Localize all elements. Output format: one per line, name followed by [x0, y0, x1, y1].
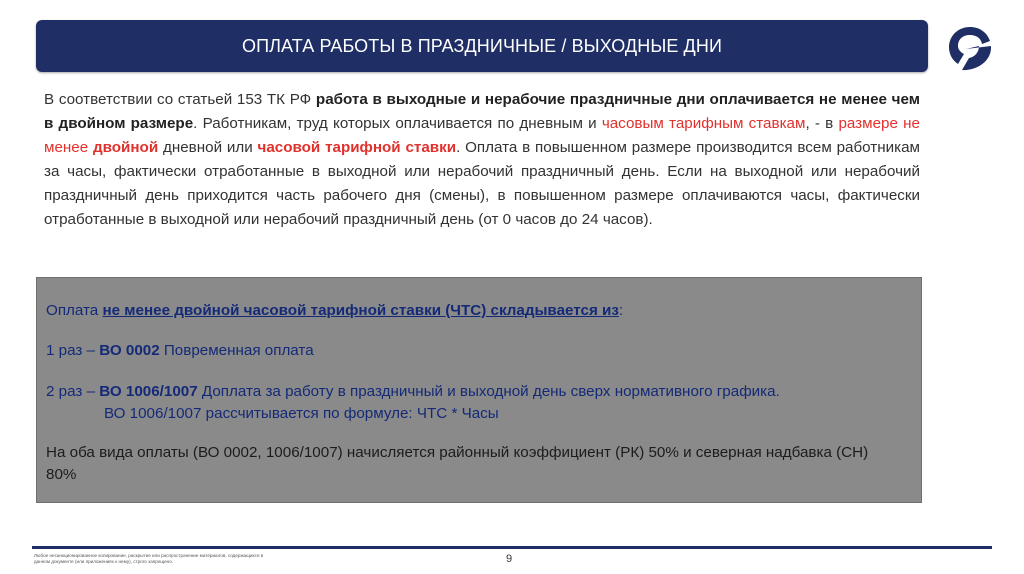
panel-text: 1 раз – — [46, 342, 100, 359]
paragraph-highlight-bold-text: часовой тарифной ставки — [257, 139, 457, 156]
panel-underlined-text: не менее двойной часовой тарифной ставки (ЧТС) складывается из — [102, 302, 619, 319]
payment-code: ВО 1006/1007 — [99, 383, 198, 400]
payment-code: ВО 0002 — [99, 342, 160, 359]
slide-header-bar — [36, 20, 928, 72]
footer-disclaimer: Любое несанкционированное копирование, раскрытие или распространение материалов, содержащихся в данном документе (или приложениях к нему), строго запрещено. — [34, 553, 264, 564]
paragraph-highlight-bold-text: двойной — [92, 139, 159, 156]
panel-text: Доплата за работу в праздничный и выходной день сверх нормативного графика. — [197, 383, 780, 400]
slide-title: ОПЛАТА РАБОТЫ В ПРАЗДНИЧНЫЕ / ВЫХОДНЫЕ ДНИ — [241, 35, 722, 56]
paragraph-text: В соответствии со статьей 153 ТК РФ — [44, 91, 316, 108]
page-number: 9 — [506, 553, 513, 565]
panel-text: 2 раз – — [46, 383, 100, 400]
paragraph-bold-text: работа в выходные и нерабочие праздничные дни оплачивается не менее чем в двойном размере — [44, 91, 920, 132]
panel-line-2 — [46, 381, 780, 403]
panel-line-1 — [46, 340, 314, 362]
main-paragraph — [44, 88, 920, 232]
paragraph-highlight-text: размере не менее — [44, 115, 920, 156]
panel-text: : — [618, 302, 624, 319]
paragraph-text: , - в — [805, 115, 839, 132]
paragraph-text: . Работникам, труд которых оплачивается по дневным и — [193, 115, 602, 132]
company-logo-icon — [946, 24, 994, 72]
panel-line-4: На оба вида оплаты (ВО 0002, 1006/1007) начисляется районный коэффициент (РК) 50% и северная надбавка (СН) 80% — [46, 444, 869, 483]
payment-breakdown-panel — [36, 277, 922, 503]
panel-line-3: ВО 1006/1007 рассчитывается по формуле: ЧТС * Часы — [104, 405, 499, 422]
paragraph-highlight-text: часовым тарифным ставкам — [601, 115, 806, 132]
panel-intro — [46, 300, 623, 322]
panel-text: Повременная оплата — [159, 342, 314, 359]
panel-text: Оплата — [46, 302, 103, 319]
paragraph-text: дневной или — [158, 139, 258, 156]
footer-divider — [32, 546, 992, 549]
paragraph-text: . Оплата в повышенном размере производится всем работникам за часы, фактически отработанные в выходной или нерабочий праздничный день. Если на выходной или нерабочий праздничный день приходится часть рабочего дня (смены), в повышенном размере оплачиваются часы, фактически отработанные в выходной или нерабочий праздничный день (от 0 часов до 24 часов). — [44, 139, 920, 228]
